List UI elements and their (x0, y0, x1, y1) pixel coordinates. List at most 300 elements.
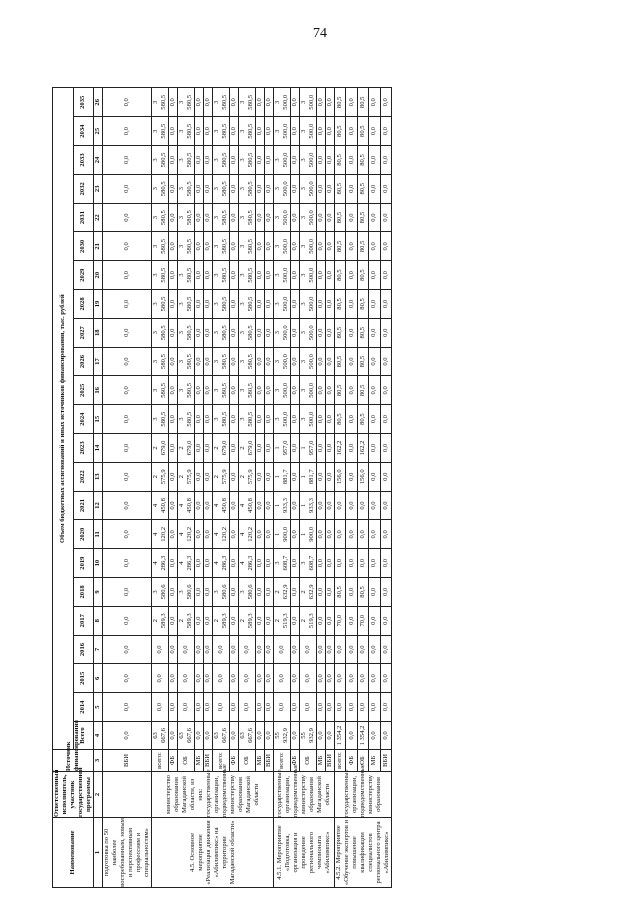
value-cell: 0,0 (230, 318, 239, 347)
value-cell: 80,5 (357, 318, 368, 347)
value-cell: 0,0 (169, 693, 178, 722)
header-year: 2023 (73, 434, 94, 463)
value-cell: 0,0 (230, 520, 239, 549)
value-cell: 0,0 (326, 549, 335, 578)
value-cell: 3 580,5 (152, 117, 169, 146)
value-cell: 3 500,0 (300, 347, 317, 376)
value-cell: 0,0 (291, 578, 300, 607)
value-cell: 3 500,0 (274, 290, 291, 319)
value-cell: 0,0 (291, 405, 300, 434)
value-cell: 0,0 (256, 606, 265, 635)
value-cell: 0,0 (103, 722, 152, 750)
header-col-number: 24 (94, 146, 103, 175)
value-cell: 0,0 (291, 693, 300, 722)
value-cell: 3 580,5 (239, 203, 256, 232)
value-cell: 0,0 (103, 347, 152, 376)
value-cell: 0,0 (195, 376, 204, 405)
value-cell: 80,5 (357, 376, 368, 405)
value-cell: 3 580,5 (178, 88, 195, 117)
table-row (300, 88, 317, 888)
value-cell: 55 932,9 (274, 722, 291, 750)
value-cell: 0,0 (169, 203, 178, 232)
value-cell: 3 500,0 (300, 405, 317, 434)
value-cell: 0,0 (256, 376, 265, 405)
value-cell: 0,0 (230, 664, 239, 693)
value-cell: 0,0 (256, 174, 265, 203)
value-cell: 3 500,0 (274, 318, 291, 347)
value-cell: 0,0 (265, 462, 274, 491)
value-cell: 3 580,5 (239, 318, 256, 347)
value-cell: 0,0 (326, 347, 335, 376)
value-cell: 3 580,5 (178, 232, 195, 261)
value-cell: 0,0 (195, 549, 204, 578)
value-cell: 162,2 (357, 434, 368, 463)
value-cell: 0,0 (265, 491, 274, 520)
header-year: 2022 (73, 462, 94, 491)
value-cell: 0,0 (326, 606, 335, 635)
value-cell: 0,0 (103, 664, 152, 693)
value-cell: 0,0 (346, 664, 357, 693)
header-funding-caption: Объем бюджетных ассигнований и иных источников финансирования, тыс. рублей (53, 88, 74, 750)
row-source: всего: (274, 750, 291, 772)
header-year: 2024 (73, 405, 94, 434)
value-cell: 2 589,3 (239, 606, 256, 635)
row-source: МБ (369, 750, 380, 772)
value-cell: 0,0 (317, 606, 326, 635)
value-cell: 0,0 (103, 174, 152, 203)
value-cell: 2 632,9 (300, 578, 317, 607)
value-cell: 0,0 (204, 117, 213, 146)
value-cell: 0,0 (300, 664, 317, 693)
value-cell: 0,0 (213, 635, 230, 664)
header-col-number: 5 (94, 693, 103, 722)
value-cell: 3 580,5 (178, 203, 195, 232)
value-cell: 3 580,5 (213, 174, 230, 203)
header-source: Источник финансирования (53, 750, 94, 772)
value-cell: 0,0 (317, 693, 326, 722)
value-cell: 3 580,5 (152, 405, 169, 434)
value-cell: 3 500,0 (300, 203, 317, 232)
row-source: ФБ (169, 750, 178, 772)
value-cell: 0,0 (380, 318, 391, 347)
value-cell: 4 450,8 (239, 491, 256, 520)
value-cell: 0,0 (291, 664, 300, 693)
table-row (274, 88, 291, 888)
value-cell: 0,0 (103, 261, 152, 290)
header-year: 2032 (73, 174, 94, 203)
header-year: 2028 (73, 290, 94, 319)
table-row (230, 88, 239, 888)
value-cell: 80,5 (335, 405, 346, 434)
value-cell: 0,0 (326, 203, 335, 232)
value-cell: 80,5 (335, 318, 346, 347)
row-source: ВБИ (326, 750, 335, 772)
value-cell: 0,0 (335, 664, 346, 693)
value-cell: 0,0 (380, 693, 391, 722)
row-name: 4.5.1. Мероприятие «Подготовка, организация и проведение регионального чемпионата «Абилимпикс» (274, 818, 335, 888)
value-cell: 80,5 (357, 232, 368, 261)
value-cell: 0,0 (103, 376, 152, 405)
header-year: 2016 (73, 635, 94, 664)
table-row (346, 88, 357, 888)
value-cell: 3 500,0 (300, 146, 317, 175)
value-cell: 0,0 (169, 578, 178, 607)
value-cell: 0,0 (169, 606, 178, 635)
header-col-number: 15 (94, 405, 103, 434)
row-name: подготовка по 50 наиболее востребованным, новым и перспективным профессиям и специальностям» (103, 818, 150, 887)
value-cell: 0,0 (195, 318, 204, 347)
value-cell: 0,0 (380, 664, 391, 693)
value-cell: 1 957,0 (300, 434, 317, 463)
value-cell: 0,0 (265, 693, 274, 722)
value-cell: 0,0 (326, 318, 335, 347)
value-cell: 0,0 (169, 462, 178, 491)
value-cell: 0,0 (230, 405, 239, 434)
row-source: всего: (213, 750, 230, 772)
value-cell: 0,0 (317, 88, 326, 117)
value-cell: 3 580,5 (178, 146, 195, 175)
value-cell: 80,5 (357, 290, 368, 319)
value-cell: 63 667,6 (239, 722, 256, 750)
value-cell: 0,0 (195, 693, 204, 722)
value-cell: 1 354,2 (357, 722, 368, 750)
value-cell: 0,0 (256, 347, 265, 376)
value-cell: 0,0 (317, 462, 326, 491)
value-cell: 4 450,8 (213, 491, 230, 520)
value-cell: 0,0 (204, 693, 213, 722)
value-cell: 0,0 (103, 290, 152, 319)
value-cell: 0,0 (369, 203, 380, 232)
value-cell: 3 500,0 (300, 318, 317, 347)
table-row (265, 88, 274, 888)
value-cell: 0,0 (195, 88, 204, 117)
value-cell: 0,0 (256, 290, 265, 319)
value-cell: 0,0 (357, 549, 368, 578)
value-cell: 0,0 (346, 635, 357, 664)
value-cell: 2 589,3 (213, 606, 230, 635)
header-responsible: Ответственный исполнитель, участник государственной программы (53, 767, 92, 817)
value-cell: 0,0 (346, 146, 357, 175)
header-year: 2014 (73, 693, 94, 722)
value-cell: 0,0 (291, 635, 300, 664)
value-cell: 0,0 (195, 261, 204, 290)
value-cell: 0,0 (265, 434, 274, 463)
value-cell: 0,0 (204, 635, 213, 664)
value-cell: 0,0 (369, 232, 380, 261)
value-cell: 0,0 (265, 376, 274, 405)
value-cell: 0,0 (204, 347, 213, 376)
value-cell: 0,0 (317, 318, 326, 347)
header-year: 2029 (73, 261, 94, 290)
header-col-number: 17 (94, 347, 103, 376)
value-cell: 4 120,2 (152, 520, 169, 549)
value-cell: 80,5 (335, 88, 346, 117)
value-cell: 3 580,6 (152, 578, 169, 607)
value-cell: 0,0 (103, 606, 152, 635)
value-cell: 0,0 (346, 491, 357, 520)
value-cell: 0,0 (346, 434, 357, 463)
value-cell: 0,0 (204, 88, 213, 117)
value-cell: 0,0 (265, 318, 274, 347)
row-responsible: государственные организации, подведомственные министерству образования (335, 772, 392, 818)
header-col-number: 23 (94, 174, 103, 203)
value-cell: 0,0 (369, 117, 380, 146)
header-year: 2017 (73, 606, 94, 635)
value-cell: 0,0 (369, 376, 380, 405)
value-cell: 0,0 (239, 693, 256, 722)
row-source: ОБ (178, 750, 195, 772)
row-source: ВБИ (380, 750, 391, 772)
value-cell: 0,0 (103, 405, 152, 434)
value-cell: 2 575,9 (213, 462, 230, 491)
value-cell: 0,0 (265, 722, 274, 750)
header-year: 2031 (73, 203, 94, 232)
value-cell: 0,0 (204, 232, 213, 261)
value-cell: 3 500,0 (274, 117, 291, 146)
table-row (380, 88, 391, 888)
value-cell: 3 580,5 (152, 290, 169, 319)
value-cell: 3 580,5 (152, 174, 169, 203)
value-cell: 0,0 (346, 203, 357, 232)
value-cell: 2 679,0 (178, 434, 195, 463)
value-cell: 3 580,5 (239, 88, 256, 117)
value-cell: 0,0 (195, 405, 204, 434)
table-row (326, 88, 335, 888)
value-cell: 0,0 (239, 664, 256, 693)
value-cell: 0,0 (369, 462, 380, 491)
header-col-number: 25 (94, 117, 103, 146)
value-cell: 0,0 (230, 376, 239, 405)
value-cell: 0,0 (230, 261, 239, 290)
value-cell: 0,0 (239, 635, 256, 664)
value-cell: 0,0 (195, 290, 204, 319)
value-cell: 0,0 (204, 722, 213, 750)
value-cell: 0,0 (291, 88, 300, 117)
value-cell: 0,0 (380, 606, 391, 635)
value-cell: 3 580,5 (178, 347, 195, 376)
value-cell: 4 286,3 (178, 549, 195, 578)
value-cell: 0,0 (169, 347, 178, 376)
value-cell: 0,0 (317, 549, 326, 578)
value-cell: 80,5 (357, 347, 368, 376)
value-cell: 3 500,0 (274, 174, 291, 203)
value-cell: 0,0 (204, 578, 213, 607)
value-cell: 4 450,8 (152, 491, 169, 520)
value-cell: 0,0 (300, 693, 317, 722)
value-cell: 0,0 (230, 88, 239, 117)
value-cell: 0,0 (326, 462, 335, 491)
value-cell: 0,0 (103, 520, 152, 549)
value-cell: 0,0 (291, 549, 300, 578)
value-cell: 0,0 (326, 290, 335, 319)
value-cell: 0,0 (346, 261, 357, 290)
row-source: всего: (335, 750, 346, 772)
value-cell: 3 580,5 (213, 290, 230, 319)
value-cell: 80,5 (357, 405, 368, 434)
value-cell: 0,0 (317, 347, 326, 376)
header-year: 2034 (73, 117, 94, 146)
value-cell: 0,0 (369, 318, 380, 347)
value-cell: 0,0 (291, 722, 300, 750)
value-cell: 0,0 (357, 520, 368, 549)
header-col-number: 20 (94, 261, 103, 290)
value-cell: 0,0 (204, 203, 213, 232)
value-cell: 0,0 (274, 693, 291, 722)
table-row (317, 88, 326, 888)
value-cell: 3 580,5 (152, 376, 169, 405)
value-cell: 0,0 (213, 693, 230, 722)
value-cell: 0,0 (103, 578, 152, 607)
value-cell: 0,0 (326, 520, 335, 549)
value-cell: 0,0 (256, 693, 265, 722)
value-cell: 1 900,0 (300, 520, 317, 549)
value-cell: 0,0 (317, 174, 326, 203)
value-cell: 0,0 (346, 290, 357, 319)
value-cell: 0,0 (195, 520, 204, 549)
value-cell: 0,0 (380, 261, 391, 290)
value-cell: 0,0 (380, 88, 391, 117)
row-source: ВБИ (103, 750, 152, 772)
value-cell: 1 957,0 (274, 434, 291, 463)
value-cell: 1 933,3 (274, 491, 291, 520)
value-cell: 80,5 (357, 88, 368, 117)
value-cell: 0,0 (291, 491, 300, 520)
row-source: всего: (152, 750, 169, 772)
table-row (204, 88, 213, 888)
value-cell: 3 500,0 (274, 376, 291, 405)
value-cell: 0,0 (291, 376, 300, 405)
value-cell: 0,0 (169, 318, 178, 347)
value-cell: 3 500,0 (300, 261, 317, 290)
value-cell: 0,0 (204, 174, 213, 203)
value-cell: 0,0 (357, 664, 368, 693)
value-cell: 0,0 (195, 462, 204, 491)
value-cell: 80,5 (335, 203, 346, 232)
value-cell: 3 580,5 (178, 117, 195, 146)
value-cell: 0,0 (335, 520, 346, 549)
value-cell: 3 580,6 (213, 578, 230, 607)
header-year: 2025 (73, 376, 94, 405)
header-year: 2020 (73, 520, 94, 549)
value-cell: 0,0 (230, 635, 239, 664)
value-cell: 0,0 (103, 146, 152, 175)
value-cell: 0,0 (103, 203, 152, 232)
header-name: Наименование (53, 818, 94, 888)
value-cell: 1 354,2 (335, 722, 346, 750)
value-cell: 3 580,5 (213, 232, 230, 261)
value-cell: 0,0 (256, 88, 265, 117)
value-cell: 0,0 (380, 376, 391, 405)
value-cell: 0,0 (265, 232, 274, 261)
row-responsible (103, 772, 152, 818)
value-cell: 0,0 (169, 549, 178, 578)
value-cell: 0,0 (291, 318, 300, 347)
header-col-number: 12 (94, 491, 103, 520)
header-col-number: 6 (94, 664, 103, 693)
value-cell: 0,0 (369, 635, 380, 664)
value-cell: 3 580,5 (239, 117, 256, 146)
value-cell: 0,0 (357, 491, 368, 520)
value-cell: 0,0 (326, 491, 335, 520)
value-cell: 0,0 (169, 520, 178, 549)
table-row (178, 88, 195, 888)
budget-table (52, 87, 392, 888)
header-year: 2015 (73, 664, 94, 693)
value-cell: 0,0 (326, 434, 335, 463)
header-col-number: 9 (94, 578, 103, 607)
value-cell: 0,0 (291, 520, 300, 549)
value-cell: 4 450,8 (178, 491, 195, 520)
row-source: МБ (256, 750, 265, 772)
row-responsible: министерство образования Магаданской области, из них: государственные организации, подведомственные министерству образования Магаданской области (152, 772, 274, 818)
value-cell: 3 580,5 (178, 290, 195, 319)
value-cell: 0,0 (213, 664, 230, 693)
value-cell: 3 580,5 (239, 174, 256, 203)
value-cell: 0,0 (369, 722, 380, 750)
value-cell: 0,0 (265, 520, 274, 549)
value-cell: 80,5 (357, 578, 368, 607)
value-cell: 0,0 (195, 606, 204, 635)
value-cell: 0,0 (265, 635, 274, 664)
table-row (369, 88, 380, 888)
value-cell: 0,0 (230, 491, 239, 520)
value-cell: 0,0 (291, 203, 300, 232)
value-cell: 2 575,9 (239, 462, 256, 491)
value-cell: 0,0 (380, 347, 391, 376)
table-row (256, 88, 265, 888)
value-cell: 0,0 (169, 635, 178, 664)
value-cell: 0,0 (380, 520, 391, 549)
value-cell: 0,0 (291, 290, 300, 319)
header-total: Всего (73, 722, 94, 750)
value-cell: 0,0 (265, 549, 274, 578)
value-cell: 0,0 (317, 117, 326, 146)
value-cell: 3 580,6 (178, 578, 195, 607)
header-year: 2035 (73, 88, 94, 117)
value-cell: 3 580,5 (213, 88, 230, 117)
value-cell: 80,5 (357, 146, 368, 175)
value-cell: 3 500,0 (300, 117, 317, 146)
value-cell: 0,0 (291, 434, 300, 463)
value-cell: 3 580,5 (239, 347, 256, 376)
value-cell: 0,0 (346, 578, 357, 607)
value-cell: 0,0 (195, 347, 204, 376)
value-cell: 3 580,5 (213, 405, 230, 434)
value-cell: 1 881,7 (300, 462, 317, 491)
value-cell: 4 286,3 (213, 549, 230, 578)
value-cell: 0,0 (152, 635, 169, 664)
value-cell: 0,0 (274, 664, 291, 693)
value-cell: 0,0 (317, 290, 326, 319)
value-cell: 0,0 (169, 491, 178, 520)
header-year: 2027 (73, 318, 94, 347)
value-cell: 0,0 (265, 347, 274, 376)
value-cell: 162,2 (335, 434, 346, 463)
value-cell: 0,0 (204, 664, 213, 693)
value-cell: 0,0 (169, 290, 178, 319)
value-cell: 0,0 (230, 606, 239, 635)
value-cell: 80,5 (357, 174, 368, 203)
value-cell: 0,0 (317, 722, 326, 750)
value-cell: 0,0 (317, 635, 326, 664)
value-cell: 2 679,0 (152, 434, 169, 463)
row-responsible: государственные организации, подведомственные министерству образования Магаданской области (274, 772, 335, 818)
value-cell: 0,0 (300, 635, 317, 664)
value-cell: 0,0 (380, 232, 391, 261)
value-cell: 0,0 (326, 664, 335, 693)
value-cell: 3 580,6 (239, 578, 256, 607)
value-cell: 2 519,3 (274, 606, 291, 635)
